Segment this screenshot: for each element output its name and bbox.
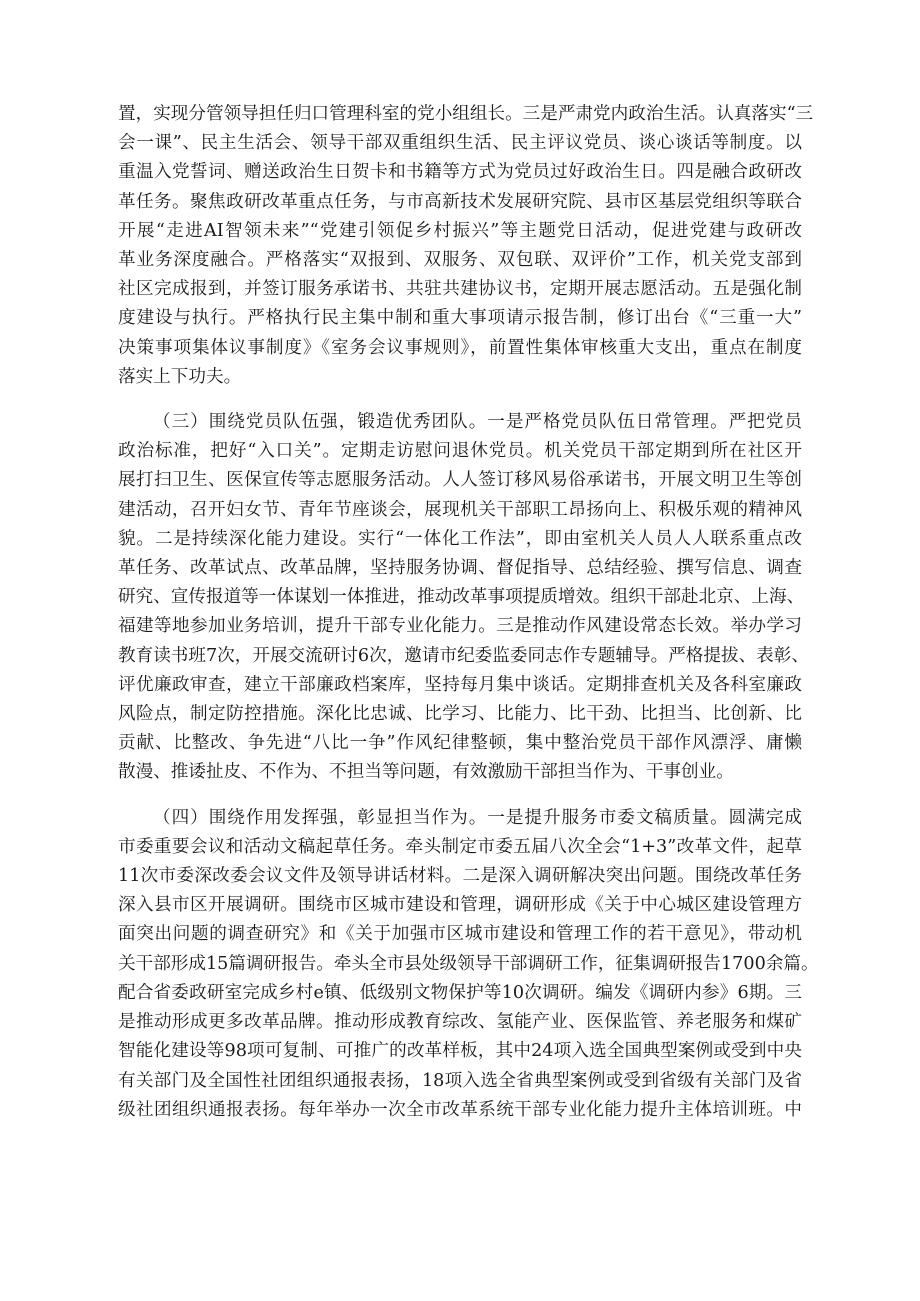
- text-line: 福建等地参加业务培训，提升干部专业化能力。三是推动作风建设常态长效。举办学习: [118, 616, 802, 637]
- text-line: 度建设与执行。严格执行民主集中制和重大事项请示报告制，修订出台《“三重一大”: [118, 308, 802, 329]
- text-line: 有关部门及全国性社团组织通报表扬，18项入选全省典型案例或受到省级有关部门及省: [118, 1070, 802, 1091]
- text-line: 革业务深度融合。严格落实“双报到、双服务、双包联、双评价”工作，机关党支部到: [118, 250, 802, 271]
- text-line: 面突出问题的调查研究》和《关于加强市区城市建设和管理工作的若干意见》，带动机: [118, 924, 802, 945]
- text-line: 深入县市区开展调研。围绕市区城市建设和管理，调研形成《关于中心城区建设管理方: [118, 895, 802, 916]
- text-line: 散漫、推诿扯皮、不作为、不担当等问题，有效激励干部担当作为、干事创业。: [118, 762, 734, 783]
- text-line: 重温入党誓词、赠送政治生日贺卡和书籍等方式为党员过好政治生日。四是融合政研改: [118, 162, 802, 183]
- text-line: 落实上下功夫。: [118, 366, 242, 387]
- text-line: （四）围绕作用发挥强，彰显担当作为。一是提升服务市委文稿质量。圆满完成: [153, 807, 802, 828]
- document-page: [118, 100, 819, 1125]
- text-line: 社区完成报到，并签订服务承诺书、共驻共建协议书，定期开展志愿活动。五是强化制: [118, 279, 802, 300]
- text-line: 研究、宣传报道等一体谋划一体推进，推动改革事项提质增效。组织干部赴北京、上海、: [118, 587, 805, 608]
- text-line: 贡献、比整改、争先进“八比一争”作风纪律整顿，集中整治党员干部作风漂浮、庸懒: [118, 733, 802, 754]
- text-line: 政治标准，把好“入口关”。定期走访慰问退休党员。机关党员干部定期到所在社区开: [118, 441, 802, 462]
- text-line: 貌。二是持续深化能力建设。实行“一体化工作法”，即由室机关人员人人联系重点改: [118, 528, 802, 549]
- text-line: 配合省委政研室完成乡村e镇、低级别文物保护等10次调研。编发《调研内参》6期。三: [118, 982, 802, 1003]
- text-line: 风险点，制定防控措施。深化比忠诚、比学习、比能力、比干劲、比担当、比创新、比: [118, 704, 802, 725]
- paragraph-team-building: [118, 408, 809, 788]
- text-line: 11次市委深改委会议文件及领导讲话材料。二是深入调研解决突出问题。围绕改革任务: [118, 866, 802, 887]
- text-line: 决策事项集体议事制度》《室务会议事规则》，前置性集体审核重大支出，重点在制度: [118, 337, 802, 358]
- text-line: 关干部形成15篇调研报告。牵头全市县处级领导干部调研工作，征集调研报告1700余篇。: [118, 953, 819, 974]
- paragraph-party-life: [118, 100, 814, 392]
- text-line: 革任务。聚焦政研改革重点任务，与市高新技术发展研究院、县市区基层党组织等联合: [118, 191, 802, 212]
- text-line: 建活动，召开妇女节、青年节座谈会，展现机关干部职工昂扬向上、积极乐观的精神风: [118, 499, 802, 520]
- text-line: 是推动形成更多改革品牌。推动形成教育综改、氢能产业、医保监管、养老服务和煤矿: [118, 1012, 802, 1033]
- text-line: 革任务、改革试点、改革品牌，坚持服务协调、督促指导、总结经验、撰写信息、调查: [118, 558, 802, 579]
- text-line: 置，实现分管领导担任归口管理科室的党小组组长。三是严肃党内政治生活。认真落实“三: [118, 104, 814, 124]
- text-line: 级社团组织通报表扬。每年举办一次全市改革系统干部专业化能力提升主体培训班。中: [118, 1099, 802, 1120]
- text-line: 展打扫卫生、医保宣传等志愿服务活动。人人签订移风易俗承诺书，开展文明卫生等创: [118, 470, 802, 491]
- text-line: 评优廉政审查，建立干部廉政档案库，坚持每月集中谈话。定期排查机关及各科室廉政: [118, 674, 802, 695]
- text-line: （三）围绕党员队伍强，锻造优秀团队。一是严格党员队伍日常管理。严把党员: [153, 412, 802, 433]
- text-line: 智能化建设等98项可复制、可推广的改革样板，其中24项入选全国典型案例或受到中央: [118, 1041, 802, 1062]
- text-line: 教育读书班7次，开展交流研讨6次，邀请市纪委监委同志作专题辅导。严格提拔、表彰、: [118, 645, 809, 666]
- text-line: 市委重要会议和活动文稿起草任务。牵头制定市委五届八次全会“1+3”改革文件，起草: [118, 836, 802, 857]
- text-line: 开展“走进AI智领未来”“党建引领促乡村振兴”等主题党日活动，促进党建与政研改: [118, 220, 802, 241]
- paragraph-role-fulfillment: [118, 804, 819, 1125]
- text-line: 会一课”、民主生活会、领导干部双重组织生活、民主评议党员、谈心谈话等制度。以: [118, 133, 802, 154]
